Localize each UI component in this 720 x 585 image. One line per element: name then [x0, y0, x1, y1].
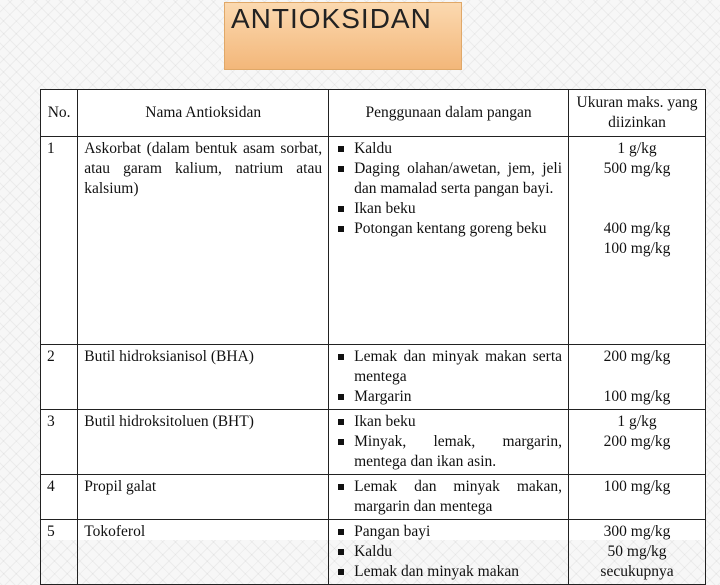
header-no: No.	[41, 90, 78, 137]
row-number: 5	[41, 520, 78, 585]
limit-value: 50 mg/kg	[607, 543, 667, 560]
limit-value: secukupnya	[600, 563, 674, 580]
limit-value: 500 mg/kg	[603, 160, 671, 177]
antioxidant-name: Butil hidroksianisol (BHA)	[78, 345, 329, 410]
header-usage: Penggunaan dalam pangan	[329, 90, 569, 137]
usage-item: Margarin	[335, 387, 562, 407]
limit-value: 1 g/kg	[617, 140, 657, 157]
table-row	[41, 520, 706, 585]
header-max-limit: Ukuran maks. yang diizinkan	[569, 90, 706, 137]
limit-cell	[569, 345, 706, 410]
limit-cell	[569, 475, 706, 520]
antioxidant-name: Askorbat (dalam bentuk asam sorbat, atau garam kalium, natrium atau kalsium)	[78, 137, 329, 345]
table-row	[41, 345, 706, 410]
row-number: 4	[41, 475, 78, 520]
limit-value: 300 mg/kg	[603, 523, 671, 540]
antioxidant-name: Propil galat	[78, 475, 329, 520]
table-row	[41, 410, 706, 475]
antioxidant-name: Tokoferol	[78, 520, 329, 585]
limit-value: 200 mg/kg	[603, 348, 671, 365]
usage-cell	[329, 410, 569, 475]
table-row	[41, 475, 706, 520]
usage-item: Lemak dan minyak makan, margarin dan mentega	[335, 477, 562, 517]
limit-value: 200 mg/kg	[603, 433, 671, 450]
limit-cell	[569, 520, 706, 585]
usage-item: Daging olahan/awetan, jem, jeli dan mamalad serta pangan bayi.	[335, 159, 562, 199]
antioxidant-name: Butil hidroksitoluen (BHT)	[78, 410, 329, 475]
antioxidant-table	[40, 89, 706, 585]
usage-cell	[329, 137, 569, 345]
table-row	[41, 137, 706, 345]
limit-cell	[569, 410, 706, 475]
usage-item: Lemak dan minyak makan serta mentega	[335, 347, 562, 387]
usage-cell	[329, 345, 569, 410]
limit-spacer	[575, 367, 699, 387]
usage-item: Kaldu	[335, 139, 562, 159]
slide-title: ANTIOKSIDAN	[224, 2, 462, 70]
table-header-row	[41, 90, 706, 137]
row-number: 1	[41, 137, 78, 345]
usage-item: Pangan bayi	[335, 522, 562, 542]
row-number: 3	[41, 410, 78, 475]
usage-cell	[329, 475, 569, 520]
usage-item: Minyak, lemak, margarin, mentega dan ikan asin.	[335, 432, 562, 472]
usage-item: Ikan beku	[335, 199, 562, 219]
limit-cell	[569, 137, 706, 345]
limit-value: 100 mg/kg	[603, 478, 671, 495]
limit-spacer	[575, 199, 699, 219]
limit-value: 100 mg/kg	[603, 240, 671, 257]
usage-item: Potongan kentang goreng beku	[335, 219, 562, 239]
row-number: 2	[41, 345, 78, 410]
antioxidant-table-container	[40, 89, 706, 580]
usage-item: Ikan beku	[335, 412, 562, 432]
limit-value: 1 g/kg	[617, 413, 657, 430]
header-name: Nama Antioksidan	[78, 90, 329, 137]
limit-value: 400 mg/kg	[603, 220, 671, 237]
usage-item: Kaldu	[335, 542, 562, 562]
usage-item: Lemak dan minyak makan	[335, 562, 562, 582]
limit-value: 100 mg/kg	[603, 388, 671, 405]
limit-spacer	[575, 179, 699, 199]
usage-cell	[329, 520, 569, 585]
